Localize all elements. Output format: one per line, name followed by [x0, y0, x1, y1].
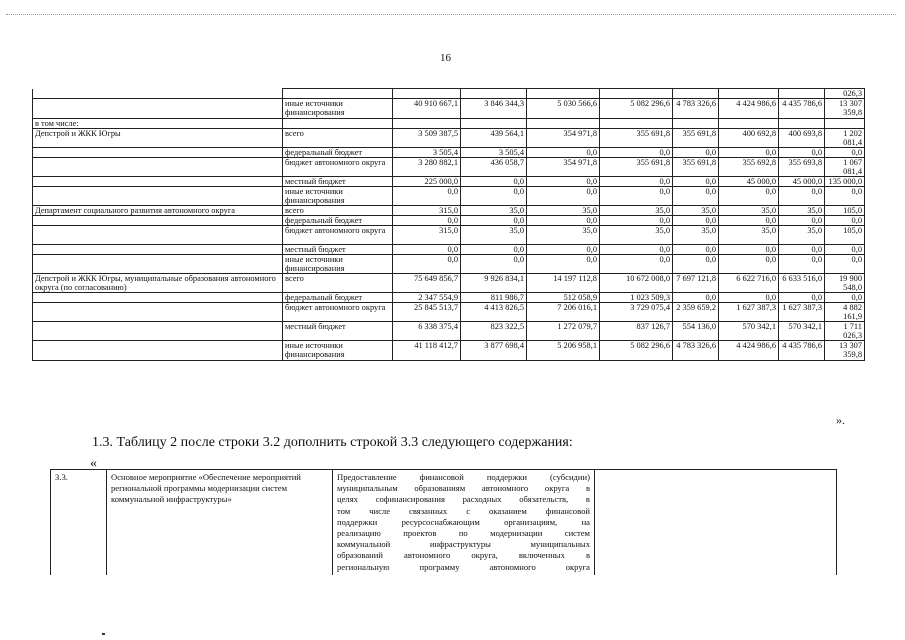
amount-cell [779, 89, 825, 99]
amount-cell: 0,0 [673, 255, 719, 274]
amount-cell: 554 136,0 [673, 322, 719, 341]
desc-line: Предоставление финансовой поддержки (субсидии) [337, 472, 590, 482]
table-row [33, 245, 865, 255]
page-top-border [6, 14, 896, 15]
amount-cell: 0,0 [825, 148, 865, 158]
amount-cell [527, 119, 600, 129]
amount-cell: 25 845 513,7 [393, 303, 461, 322]
amount-cell: 512 058,9 [527, 293, 600, 303]
amount-cell: 6 622 716,0 [719, 274, 779, 293]
table-row [33, 129, 865, 148]
table-row [33, 206, 865, 216]
amount-cell [461, 119, 527, 129]
amount-cell [393, 89, 461, 99]
amount-cell: 3 846 344,3 [461, 99, 527, 119]
amount-cell: 4 435 786,6 [779, 99, 825, 119]
table-row [33, 99, 865, 119]
desc-line: реализацию проектов по модернизации систем [337, 528, 590, 539]
amount-cell: 355 691,8 [673, 158, 719, 177]
funding-source-cell: местный бюджет [283, 245, 393, 255]
amount-cell: 3 509 387,5 [393, 129, 461, 148]
closing-quote: ». [836, 413, 845, 427]
desc-line: муниципальным образованиям автономного округа в [337, 483, 590, 494]
amount-cell: 35,0 [527, 226, 600, 245]
funding-source-cell: иные источники финансирования [283, 99, 393, 119]
funding-source-cell: бюджет автономного округа [283, 226, 393, 245]
amount-cell: 026,3 [825, 89, 865, 99]
amount-cell: 0,0 [393, 187, 461, 206]
row-number: 3.3. [51, 470, 107, 575]
amount-cell: 354 971,8 [527, 129, 600, 148]
amount-cell: 0,0 [719, 255, 779, 274]
amount-cell: 0,0 [461, 255, 527, 274]
amount-cell: 4 435 786,6 [779, 341, 825, 361]
amount-cell: 35,0 [779, 226, 825, 245]
table-row [33, 158, 865, 177]
amount-cell: 0,0 [673, 177, 719, 187]
amount-cell: 3 877 698,4 [461, 341, 527, 361]
amount-cell: 35,0 [673, 206, 719, 216]
funding-source-cell: местный бюджет [283, 322, 393, 341]
amount-cell [600, 89, 673, 99]
funding-source-cell: бюджет автономного округа [283, 303, 393, 322]
amount-cell: 355 691,8 [673, 129, 719, 148]
amount-cell: 0,0 [719, 245, 779, 255]
funding-source-cell [283, 119, 393, 129]
amount-cell: 2 347 554,9 [393, 293, 461, 303]
amount-cell: 35,0 [719, 206, 779, 216]
amount-cell: 3 505,4 [461, 148, 527, 158]
amount-cell: 1 202 081,4 [825, 129, 865, 148]
amount-cell: 0,0 [527, 255, 600, 274]
amount-cell: 0,0 [779, 216, 825, 226]
amount-cell: 0,0 [825, 255, 865, 274]
table-row [33, 341, 865, 361]
amount-cell: 35,0 [600, 206, 673, 216]
amount-cell: 0,0 [393, 255, 461, 274]
amount-cell: 75 649 856,7 [393, 274, 461, 293]
amount-cell: 0,0 [719, 187, 779, 206]
amount-cell: 35,0 [527, 206, 600, 216]
amount-cell: 0,0 [600, 177, 673, 187]
amount-cell: 41 118 412,7 [393, 341, 461, 361]
amount-cell: 355 692,8 [719, 158, 779, 177]
amount-cell: 1 627 387,3 [719, 303, 779, 322]
amount-cell: 45 000,0 [779, 177, 825, 187]
amount-cell: 1 627 387,3 [779, 303, 825, 322]
organization-cell [33, 303, 283, 322]
amount-cell: 0,0 [825, 187, 865, 206]
amount-cell: 35,0 [600, 226, 673, 245]
organization-cell [33, 99, 283, 119]
amount-cell: 570 342,1 [779, 322, 825, 341]
organization-cell [33, 187, 283, 206]
amount-cell: 0,0 [779, 187, 825, 206]
funding-source-cell: бюджет автономного округа [283, 158, 393, 177]
funding-table [32, 88, 865, 361]
amount-cell: 0,0 [673, 148, 719, 158]
opening-quote: « [90, 456, 97, 471]
funding-source-cell: всего [283, 129, 393, 148]
organization-cell [33, 322, 283, 341]
amount-cell: 0,0 [393, 216, 461, 226]
amount-cell: 0,0 [527, 245, 600, 255]
amount-cell: 0,0 [600, 216, 673, 226]
event-description [333, 470, 595, 575]
amount-cell: 0,0 [527, 187, 600, 206]
organization-cell [33, 245, 283, 255]
extra-cell [595, 470, 837, 575]
amount-cell: 2 359 659,2 [673, 303, 719, 322]
amount-cell: 3 505,4 [393, 148, 461, 158]
amount-cell [719, 89, 779, 99]
amount-cell: 811 986,7 [461, 293, 527, 303]
amount-cell: 4 783 326,6 [673, 99, 719, 119]
amount-cell: 10 672 008,0 [600, 274, 673, 293]
amount-cell: 35,0 [779, 206, 825, 216]
organization-cell [33, 148, 283, 158]
amount-cell: 4 783 326,6 [673, 341, 719, 361]
amount-cell: 4 424 986,6 [719, 341, 779, 361]
amount-cell [673, 119, 719, 129]
amount-cell: 315,0 [393, 206, 461, 216]
funding-source-cell: всего [283, 274, 393, 293]
amount-cell: 0,0 [527, 177, 600, 187]
amount-cell: 0,0 [600, 255, 673, 274]
funding-source-cell: всего [283, 206, 393, 216]
organization-cell [33, 341, 283, 361]
table-row [33, 89, 865, 99]
amount-cell: 5 082 296,6 [600, 99, 673, 119]
amount-cell: 0,0 [600, 245, 673, 255]
amount-cell: 0,0 [673, 187, 719, 206]
amount-cell: 0,0 [825, 216, 865, 226]
funding-source-cell: иные источники финансирования [283, 255, 393, 274]
amount-cell: 1 023 509,3 [600, 293, 673, 303]
amount-cell: 0,0 [600, 187, 673, 206]
amount-cell: 0,0 [461, 177, 527, 187]
amount-cell: 400 693,8 [779, 129, 825, 148]
amount-cell: 4 424 986,6 [719, 99, 779, 119]
organization-cell [33, 158, 283, 177]
amount-cell: 1 272 079,7 [527, 322, 600, 341]
amount-cell: 355 691,8 [600, 158, 673, 177]
amount-cell: 0,0 [461, 245, 527, 255]
organization-cell: Депстрой и ЖКК Югры [33, 129, 283, 148]
page-number: 16 [440, 52, 451, 64]
amount-cell: 5 030 566,6 [527, 99, 600, 119]
amount-cell: 35,0 [461, 206, 527, 216]
amount-cell: 0,0 [527, 148, 600, 158]
table-row [33, 119, 865, 129]
section-heading: 1.3. Таблицу 2 после строки 3.2 дополнить строкой 3.3 следующего содержания: [92, 435, 573, 450]
amount-cell: 0,0 [673, 245, 719, 255]
amount-cell: 6 633 516,0 [779, 274, 825, 293]
organization-cell [33, 226, 283, 245]
amount-cell: 0,0 [779, 148, 825, 158]
amount-cell: 35,0 [673, 226, 719, 245]
amount-cell: 0,0 [719, 293, 779, 303]
funding-source-cell: федеральный бюджет [283, 216, 393, 226]
amount-cell [779, 119, 825, 129]
table-row [33, 187, 865, 206]
funding-source-cell: иные источники финансирования [283, 187, 393, 206]
amount-cell: 105,0 [825, 206, 865, 216]
desc-line: том числе связанных с оказанием финансовой [337, 505, 590, 516]
amount-cell: 13 307 359,8 [825, 99, 865, 119]
amount-cell: 0,0 [779, 245, 825, 255]
amount-cell: 1 067 081,4 [825, 158, 865, 177]
amount-cell: 135 000,0 [825, 177, 865, 187]
amount-cell: 0,0 [719, 148, 779, 158]
amount-cell: 0,0 [461, 187, 527, 206]
desc-line: поддержки ресурсоснабжающим организациям, на [337, 516, 590, 527]
amount-cell: 7 697 121,8 [673, 274, 719, 293]
organization-cell: в том числе: [33, 119, 283, 129]
organization-cell [33, 293, 283, 303]
amount-cell: 5 082 296,6 [600, 341, 673, 361]
table-2-row-3-3 [50, 469, 837, 575]
table-2-row [51, 470, 837, 575]
table-row [33, 226, 865, 245]
amount-cell: 0,0 [825, 245, 865, 255]
event-name: Основное мероприятие «Обеспечение мероприятий региональной программы модернизации систем коммунальной инфраструктуры» [107, 470, 333, 575]
table-row [33, 255, 865, 274]
amount-cell: 837 126,7 [600, 322, 673, 341]
funding-source-cell: иные источники финансирования [283, 341, 393, 361]
amount-cell: 35,0 [719, 226, 779, 245]
amount-cell: 823 322,5 [461, 322, 527, 341]
organization-cell: Депстрой и ЖКК Югры, муниципальные образования автономного округа (по согласованию) [33, 274, 283, 293]
amount-cell: 0,0 [825, 293, 865, 303]
amount-cell [673, 89, 719, 99]
amount-cell: 0,0 [719, 216, 779, 226]
amount-cell: 0,0 [527, 216, 600, 226]
funding-source-cell [283, 89, 393, 99]
amount-cell: 0,0 [673, 293, 719, 303]
amount-cell: 439 564,1 [461, 129, 527, 148]
amount-cell: 6 338 375,4 [393, 322, 461, 341]
amount-cell: 40 910 667,1 [393, 99, 461, 119]
table-row [33, 303, 865, 322]
amount-cell: 13 307 359,8 [825, 341, 865, 361]
amount-cell: 436 058,7 [461, 158, 527, 177]
amount-cell: 1 711 026,3 [825, 322, 865, 341]
organization-cell: Департамент социального развития автономного округа [33, 206, 283, 216]
organization-cell [33, 255, 283, 274]
table-row [33, 216, 865, 226]
amount-cell: 105,0 [825, 226, 865, 245]
amount-cell: 0,0 [779, 255, 825, 274]
amount-cell: 225 000,0 [393, 177, 461, 187]
amount-cell: 14 197 112,8 [527, 274, 600, 293]
amount-cell: 4 413 826,5 [461, 303, 527, 322]
amount-cell [393, 119, 461, 129]
amount-cell: 4 882 161,9 [825, 303, 865, 322]
scan-mark [102, 633, 105, 635]
table-row [33, 274, 865, 293]
amount-cell: 0,0 [673, 216, 719, 226]
table-row [33, 148, 865, 158]
amount-cell: 0,0 [779, 293, 825, 303]
amount-cell: 355 693,8 [779, 158, 825, 177]
amount-cell: 5 206 958,1 [527, 341, 600, 361]
amount-cell: 9 926 834,1 [461, 274, 527, 293]
amount-cell [527, 89, 600, 99]
amount-cell: 315,0 [393, 226, 461, 245]
amount-cell: 19 900 548,0 [825, 274, 865, 293]
organization-cell [33, 177, 283, 187]
organization-cell [33, 216, 283, 226]
organization-cell [33, 89, 283, 99]
desc-line: образований автономного округа, включенных в [337, 550, 590, 561]
amount-cell: 400 692,8 [719, 129, 779, 148]
amount-cell: 354 971,8 [527, 158, 600, 177]
amount-cell: 3 729 075,4 [600, 303, 673, 322]
table-row [33, 322, 865, 341]
amount-cell: 0,0 [461, 216, 527, 226]
amount-cell [600, 119, 673, 129]
amount-cell [461, 89, 527, 99]
amount-cell: 570 342,1 [719, 322, 779, 341]
amount-cell [719, 119, 779, 129]
desc-line: региональную программу автономного округа [337, 561, 590, 572]
desc-line: целях софинансирования расходных обязательств, в [337, 494, 590, 505]
amount-cell: 7 206 016,1 [527, 303, 600, 322]
funding-source-cell: федеральный бюджет [283, 293, 393, 303]
funding-source-cell: федеральный бюджет [283, 148, 393, 158]
amount-cell: 35,0 [461, 226, 527, 245]
amount-cell [825, 119, 865, 129]
amount-cell: 45 000,0 [719, 177, 779, 187]
desc-line: коммунальной инфраструктуры муниципальных [337, 539, 590, 550]
amount-cell: 355 691,8 [600, 129, 673, 148]
table-row [33, 177, 865, 187]
funding-source-cell: местный бюджет [283, 177, 393, 187]
amount-cell: 0,0 [393, 245, 461, 255]
table-row [33, 293, 865, 303]
amount-cell: 0,0 [600, 148, 673, 158]
amount-cell: 3 280 882,1 [393, 158, 461, 177]
